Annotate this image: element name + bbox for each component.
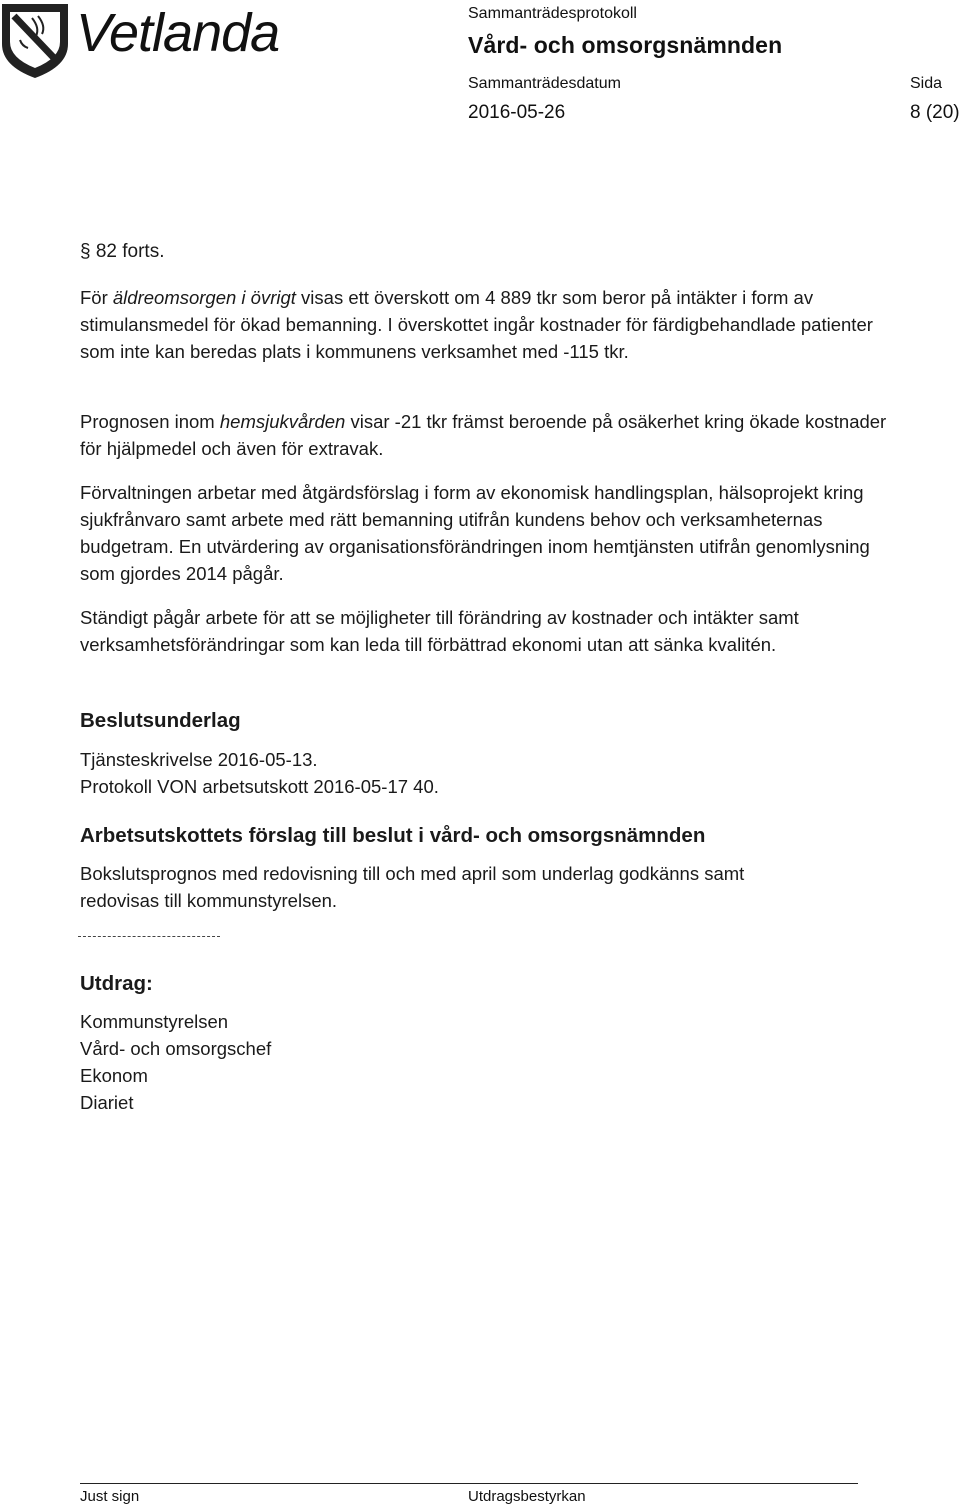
beslutsunderlag-list bbox=[80, 746, 900, 800]
paragraph-forvaltningen bbox=[80, 479, 900, 587]
footer-rule bbox=[80, 1483, 858, 1484]
beslutsunderlag-item: Tjänsteskrivelse 2016-05-13. bbox=[80, 749, 318, 770]
para1-pre: För bbox=[80, 287, 113, 308]
utdrag-list bbox=[80, 1008, 900, 1116]
para2-post: visar -21 tkr främst beroende på osäkerhet kring ökade kostnader för hjälpmedel och även för extravak. bbox=[80, 411, 887, 459]
date-label: Sammanträdesdatum bbox=[468, 75, 621, 92]
logo-wordmark: Vetlanda bbox=[76, 3, 280, 63]
doc-type-label: Sammanträdesprotokoll bbox=[468, 5, 637, 22]
para2-pre: Prognosen inom bbox=[80, 411, 220, 432]
para3-text: Förvaltningen arbetar med åtgärdsförslag i form av ekonomisk handlingsplan, hälsoprojekt kring sjukfrånvaro samt arbete med rätt bemanning utifrån kundens behov och verksamheternas budgetram. En utvärdering av organisationsförändringen inom hemtjänsten utifrån genomlysning som gjordes 2014 pågår. bbox=[80, 482, 870, 584]
paragraph-standigt bbox=[80, 604, 900, 658]
page-number: 8 (20) bbox=[910, 102, 960, 123]
forslag-heading: Arbetsutskottets förslag till beslut i vård- och omsorgsnämnden bbox=[80, 824, 706, 847]
para1-emphasis: äldreomsorgen i övrigt bbox=[112, 287, 296, 308]
paragraph-hemsjukvarden bbox=[80, 408, 900, 462]
utdrag-recipient: Diariet bbox=[80, 1092, 134, 1113]
beslutsunderlag-heading: Beslutsunderlag bbox=[80, 709, 241, 732]
page-label: Sida bbox=[910, 75, 943, 92]
forslag-body bbox=[80, 860, 820, 914]
municipality-logo bbox=[0, 0, 290, 80]
utdrag-recipient: Ekonom bbox=[80, 1065, 148, 1086]
section-divider bbox=[78, 936, 220, 937]
para2-emphasis: hemsjukvården bbox=[219, 411, 346, 432]
paragraph-aldreomsorgen bbox=[80, 284, 900, 365]
meeting-date: 2016-05-26 bbox=[468, 102, 566, 123]
utdrag-recipient: Vård- och omsorgschef bbox=[80, 1038, 272, 1059]
forslag-text: Bokslutsprognos med redovisning till och med april som underlag godkänns samt redovisas till kommunstyrelsen. bbox=[80, 863, 745, 911]
section-number: § 82 forts. bbox=[80, 241, 165, 262]
committee-title: Vård- och omsorgsnämnden bbox=[468, 32, 783, 58]
utdrag-heading: Utdrag: bbox=[80, 972, 153, 995]
utdrag-recipient: Kommunstyrelsen bbox=[80, 1011, 229, 1032]
beslutsunderlag-item: Protokoll VON arbetsutskott 2016-05-17 40. bbox=[80, 776, 439, 797]
just-sign-label: Just sign bbox=[80, 1488, 140, 1505]
utdragsbestyrkan-label: Utdragsbestyrkan bbox=[468, 1488, 586, 1505]
para4-text: Ständigt pågår arbete för att se möjligheter till förändring av kostnader och intäkter samt verksamhetsförändringar som kan leda till förbättrad ekonomi utan att sänka kvalitén. bbox=[80, 607, 799, 655]
para1-post: visas ett överskott om 4 889 tkr som beror på intäkter i form av stimulansmedel för ökad bemanning. I överskottet ingår kostnader för färdigbehandlade patienter som inte kan beredas plats i kommunens verksamhet med -115 tkr. bbox=[80, 287, 873, 362]
